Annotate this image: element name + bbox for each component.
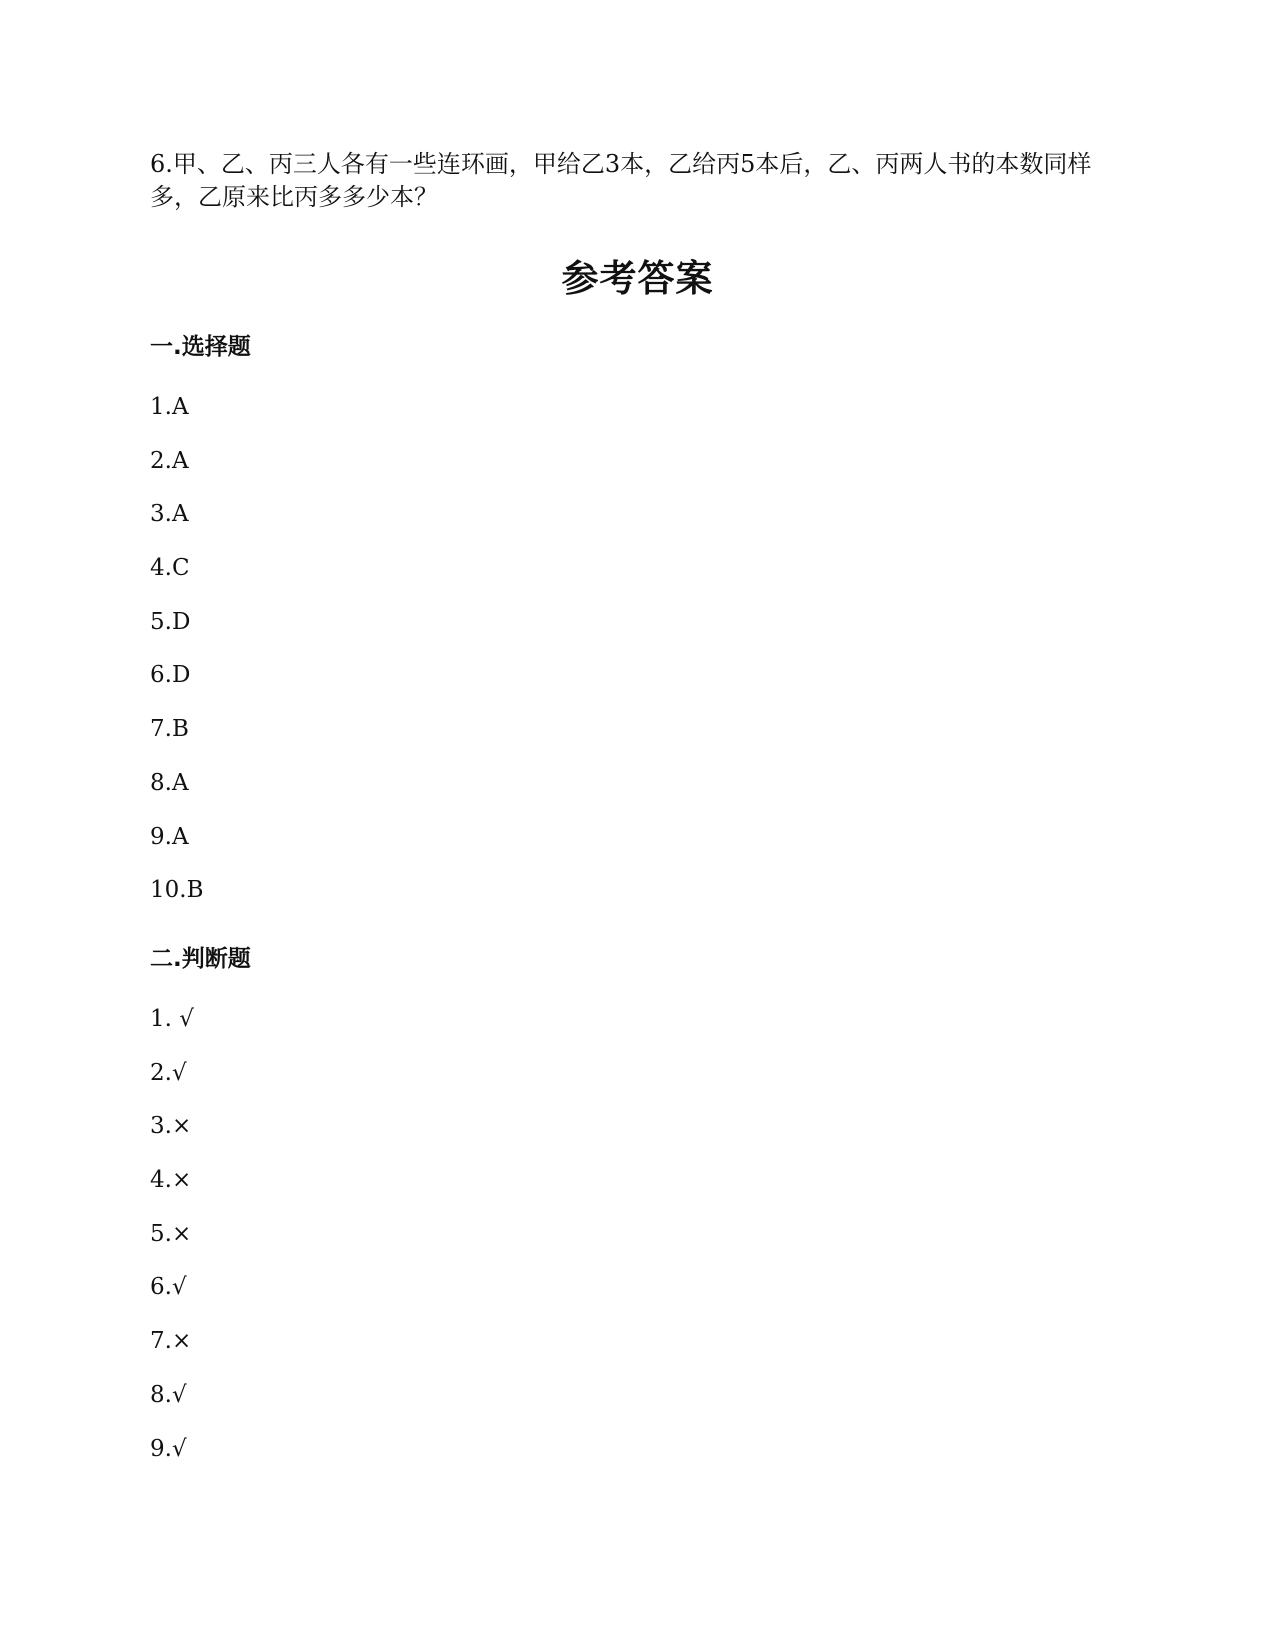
judgment-answer-item: 7.× xyxy=(150,1328,192,1355)
judgment-answer-item: 6.√ xyxy=(150,1274,187,1301)
choice-answer-item: 3.A xyxy=(150,501,189,528)
choice-answer-item: 8.A xyxy=(150,769,189,796)
judgment-answer-list xyxy=(150,1006,194,1489)
choice-answer-item: 6.D xyxy=(150,662,191,689)
choice-answer-item: 2.A xyxy=(150,447,189,474)
judgment-answer-item: 2.√ xyxy=(150,1059,187,1086)
judgment-answer-item: 4.× xyxy=(150,1167,192,1194)
choice-answer-item: 5.D xyxy=(150,608,191,635)
choice-answer-item: 10.B xyxy=(150,877,204,904)
choice-answer-item: 1.A xyxy=(150,394,189,420)
section-heading-judgment: 二.判断题 xyxy=(150,946,251,972)
judgment-answer-item: 5.× xyxy=(150,1220,192,1247)
choice-answer-list xyxy=(150,394,203,931)
question-6 xyxy=(150,148,1130,214)
judgment-answer-item: 9.√ xyxy=(150,1435,187,1462)
question-line-1: 6.甲、乙、丙三人各有一些连环画，甲给乙3本，乙给丙5本后，乙、丙两人书的本数同样 xyxy=(150,150,1092,178)
choice-answer-item: 7.B xyxy=(150,716,189,743)
question-line-2: 多，乙原来比丙多多少本？ xyxy=(150,183,438,211)
answers-title: 参考答案 xyxy=(561,257,714,300)
judgment-answer-item: 3.× xyxy=(150,1113,192,1140)
section-heading-choice: 一.选择题 xyxy=(150,334,251,360)
judgment-answer-item: 1. √ xyxy=(150,1006,194,1032)
choice-answer-item: 9.A xyxy=(150,823,189,850)
judgment-answer-item: 8.√ xyxy=(150,1381,187,1408)
choice-answer-item: 4.C xyxy=(150,555,190,582)
